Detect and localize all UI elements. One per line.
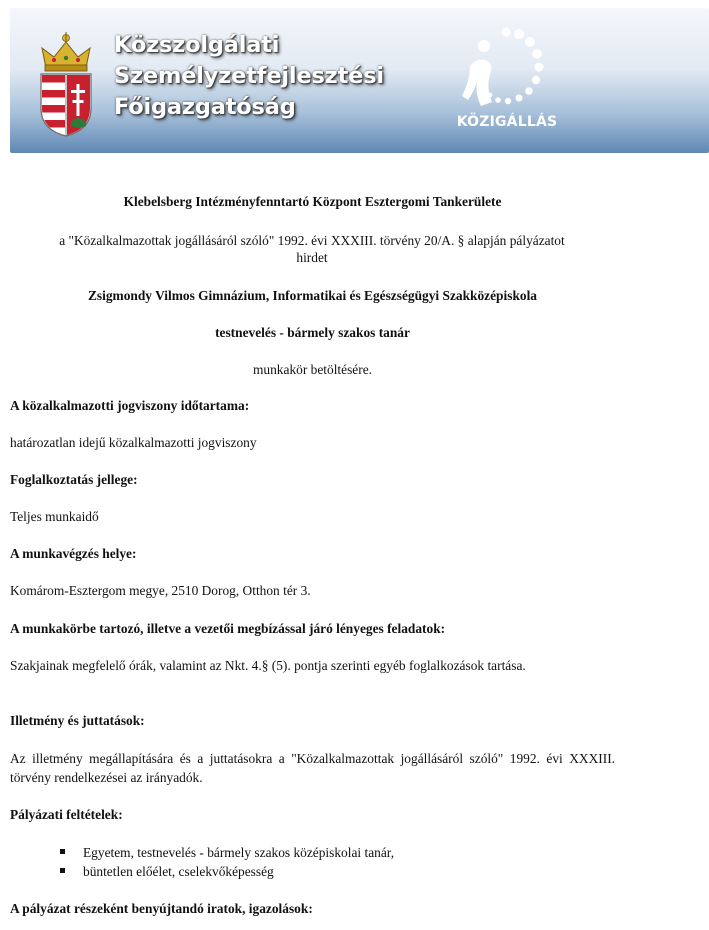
- org-name-line-1: Közszolgálati: [114, 32, 280, 58]
- section-body: Teljes munkaidő: [10, 509, 99, 524]
- section-body: határozatlan idejű közalkalmazotti jogviszony: [10, 435, 257, 450]
- school-name: Zsigmondy Vilmos Gimnázium, Informatikai és Egészségügyi Szakközépiskola: [88, 288, 537, 303]
- legal-basis: a "Közalkalmazottak jogállásáról szóló" 1992. évi XXXIII. törvény 20/A. § alapján pályázatot hirdet: [59, 233, 565, 265]
- position-title: testnevelés - bármely szakos tanár: [215, 325, 410, 340]
- section-heading: Pályázati feltételek:: [10, 807, 123, 822]
- section-body: Az illetmény megállapítására és a juttatásokra a "Közalkalmazottak jogállásáról szóló" 1992. évi XXXIII. törvény rendelkezései az irányadók.: [10, 751, 615, 785]
- section-heading: Illetmény és juttatások:: [10, 713, 145, 728]
- list-item: büntetlen előélet, cselekvőképesség: [60, 862, 394, 881]
- org-name-line-2: Személyzetfejlesztési: [114, 63, 384, 89]
- section-heading: A munkakörbe tartozó, illetve a vezetői megbízással járó lényeges feladatok:: [10, 621, 446, 636]
- org-name-line-3: Főigazgatóság: [114, 94, 296, 120]
- organization-name: [114, 30, 384, 123]
- section-body: Szakjainak megfelelő órák, valamint az Nkt. 4.§ (5). pontja szerinti egyéb foglalkozások tartása.: [10, 658, 526, 673]
- header-banner: [10, 8, 709, 153]
- requirements-list: [60, 843, 394, 881]
- section-heading: A munkavégzés helye:: [10, 546, 137, 561]
- section-heading: A közalkalmazotti jogviszony időtartama:: [10, 398, 250, 413]
- coat-of-arms-icon: [38, 30, 94, 138]
- employer-title: Klebelsberg Intézményfenntartó Központ Esztergomi Tankerülete: [123, 194, 502, 209]
- section-body: Komárom-Esztergom megye, 2510 Dorog, Otthon tér 3.: [10, 583, 311, 598]
- section-heading: Foglalkoztatás jellege:: [10, 472, 138, 487]
- kozigallas-logo-text: KÖZIGÁLLÁS: [456, 114, 558, 130]
- list-item: Egyetem, testnevelés - bármely szakos középiskolai tanár,: [60, 843, 394, 862]
- section-heading: A pályázat részeként benyújtandó iratok, igazolások:: [10, 901, 313, 916]
- position-suffix: munkakör betöltésére.: [253, 362, 372, 377]
